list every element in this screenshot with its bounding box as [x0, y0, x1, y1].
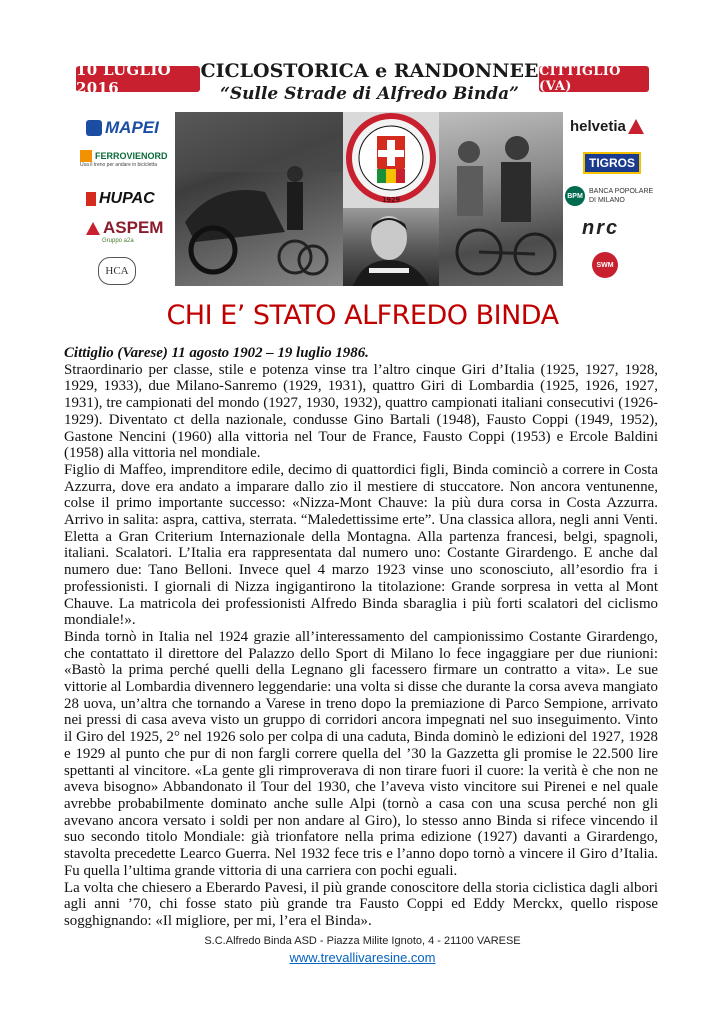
- hca-name: HCA: [105, 265, 129, 277]
- mapei-mark-icon: [86, 120, 102, 136]
- ferrovienord-tagline: Usa il treno per andare in bicicletta: [80, 162, 157, 168]
- helvetia-logo: [570, 118, 644, 135]
- helvetia-triangle-icon: [628, 119, 644, 134]
- photo-car-and-cyclist: [175, 112, 343, 286]
- date-badge: 10 LUGLIO 2016: [76, 66, 200, 92]
- footer-address: S.C.Alfredo Binda ASD - Piazza Milite Ignoto, 4 - 21100 VARESE: [204, 935, 521, 947]
- aspem-group: Gruppo a2a: [102, 238, 134, 244]
- aspem-name-row: [86, 218, 163, 238]
- photo-cyclists-crowd: [439, 112, 563, 286]
- nrc-logo: [582, 217, 619, 240]
- ferrovienord-name-row: [80, 150, 168, 162]
- article-body: [64, 345, 658, 930]
- location-badge: CITTIGLIO (VA): [539, 66, 649, 92]
- aspem-logo: [86, 218, 163, 244]
- ferrovienord-logo: [80, 150, 166, 168]
- club-emblem-illustration: [343, 112, 439, 208]
- article-paragraph: Figlio di Maffeo, imprenditore edile, decimo di quattordici figli, Binda cominciò a correre in Costa Azzurra, dove era andato a imparare dallo zio il mestiere di stuccatore. Non ancora ventunenne, colse il primo importante successo: «Nizza-Mont Chauve: la più dura corsa in Costa Azzurra. Arrivo in salita: aspra, cattiva, sterrata. “Maledettissime erte”. Una classica allora, negli anni Venti. Eletta a Gran Criterium Internazionale della Montagna. Alla partenza francesi, belgi, spagnoli, italiani. Scalatori. L’Italia era rappresentata dal numero uno: Costante Girardengo. E anche dal numero due: Tano Belloni. Invece quel 4 marzo 1923 vinse uno sconosciuto, all’esordio fra i professionisti. I giornali di Nizza ingigantirono la titolazione: Grande sorpresa in vetta al Mont Chauve. La matricola dei professionisti Alfredo Binda sbaraglia i più forti scalatori del ciclismo mondiale!».: [64, 461, 658, 629]
- ferrovienord-name: FERROVIENORD: [95, 151, 168, 161]
- ferrovienord-mark-icon: [80, 150, 92, 162]
- mapei-logo: [86, 117, 166, 139]
- article-paragraph: La volta che chiesero a Eberardo Pavesi, il più grande conoscitore della storia ciclistica dagli albori agli anni ’70, chi fosse stato più grande tra Fausto Coppi ed Eddy Merckx, quello rispose sogghignando: «Il migliore, per mi, l’era el Binda».: [64, 879, 658, 929]
- hupac-name: HUPAC: [99, 190, 155, 207]
- tigros-logo: [583, 152, 641, 174]
- photo-car-and-cyclist-illustration: [175, 112, 343, 286]
- bpm-mark-icon: BPM: [565, 186, 585, 206]
- bpm-logo: [565, 186, 659, 206]
- article-paragraph: Straordinario per classe, stile e potenza vinse tra l’altro cinque Giri d’Italia (1925, 1927, 1928, 1929, 1933), due Milano-Sanremo (1929, 1931), quattro Giri di Lombardia (1925, 1926, 1927, 1931), tre campionati del mondo (1927, 1930, 1932), quattro campionati italiani consecutivi (1926-1929). Diventato ct della nazionale, condusse Gino Bartali (1948), Fausto Coppi (1949, 1952), Gastone Nencini (1960) alla vittoria nel Tour de France, Fausto Coppi (1953) e Ercole Baldini (1958) alla vittoria nel mondiale.: [64, 361, 658, 462]
- swm-logo: [592, 252, 618, 278]
- aspem-name: ASPEM: [103, 218, 164, 237]
- tigros-name: TIGROS: [589, 156, 636, 170]
- mapei-name: MAPEI: [105, 118, 159, 137]
- article-dateline: Cittiglio (Varese) 11 agosto 1902 – 19 luglio 1986.: [64, 345, 369, 361]
- emblem-year: 1929: [382, 196, 400, 204]
- club-emblem: [343, 112, 439, 208]
- hupac-logo: [86, 190, 155, 208]
- event-title: CICLOSTORICA e RANDONNEE: [200, 60, 539, 82]
- hupac-mark-icon: [86, 192, 96, 206]
- nrc-name: nrc: [582, 217, 620, 239]
- photo-cyclists-crowd-illustration: [439, 112, 563, 286]
- hca-logo: [98, 257, 136, 285]
- article-title: CHI E’ STATO ALFREDO BINDA: [166, 300, 559, 331]
- bpm-name: BANCA POPOLARE DI MILANO: [589, 188, 654, 204]
- swm-name: SWM: [596, 261, 614, 269]
- website-link[interactable]: www.trevallivaresine.com: [289, 950, 436, 965]
- photo-binda-portrait: [343, 208, 439, 286]
- photo-binda-portrait-illustration: [343, 208, 439, 286]
- aspem-triangle-icon: [86, 222, 100, 235]
- helvetia-name: helvetia: [570, 118, 626, 135]
- article-paragraph: Binda tornò in Italia nel 1924 grazie all’interessamento del campionissimo Costante Girardengo, che contattato il direttore del Palazzo dello Sport di Milano lo fece ingaggiare per due riunioni: «Bastò la prima perché quelli della Legnano gli facessero firmare un contratto a vita». Le sue vittorie al Lombardia divennero leggendarie: una volta si disse che durante la corsa aveva mangiato 28 uova, un’altra che tornando a Varese in treno dopo la premiazione di Parco Sempione, arrivato nei pressi di casa aveva visto un gruppo di corridori ancora impegnati nel suo inseguimento. Vinto il Giro del 1925, 2° nel 1926 solo per colpa di una caduta, Binda dominò le edizioni del 1927, 1928 e 1929 al punto che pur di non fargli correre quella del ’30 la Gazzetta gli promise le 22.500 lire spettanti al vincitore. «La gente gli rimproverava di non tirare fuori il cuore: la verità è che non ne aveva bisogno» Abbandonato il Tour del 1930, che l’aveva visto vincitore sui Pirenei e nel quale avrebbe probabilmente dominato anche sulle Alpi (tornò a casa con una scusa perché non gli avevano ancora versato i soldi per non andare al Giro), lo stesso anno Binda si rifece vincendo il suo secondo titolo Mondiale: già trionfatore nella prima edizione (1927) davanti a Girardengo, stavolta precedette Learco Guerra. Nel 1932 fece tris e l’anno dopo tornò a vincere il Giro d’Italia. Fu quella l’ultima grande vittoria di una carriera con pochi eguali.: [64, 628, 658, 879]
- event-subtitle: “Sulle Strade di Alfredo Binda”: [220, 84, 519, 104]
